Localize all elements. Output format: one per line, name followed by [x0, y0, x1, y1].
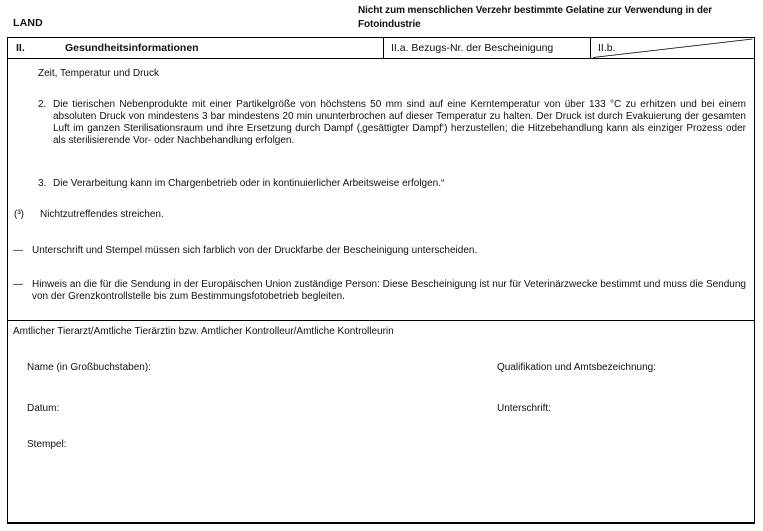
list-item-2-number: 2.: [38, 99, 47, 110]
land-label: LAND: [13, 17, 43, 29]
signature-row-stamp: [8, 439, 754, 451]
stamp-label: Stempel:: [27, 439, 67, 450]
note-eu-responsible-person-text: Hinweis an die für die Sendung in der Europäischen Union zuständige Person: Diese Bescheinigung ist nur für Veterinärzwecke bestimmt und muss die Sendung von der Grenzkontrollstelle bis zum Bestimmungsfotobetrieb begleiten.: [32, 279, 746, 302]
diagonal-strike-line: [591, 38, 754, 58]
footnote-marker: (³): [14, 209, 24, 220]
signatory-heading: Amtlicher Tierarzt/Amtliche Tierärztin bzw. Amtlicher Kontrolleur/Amtliche Kontrolleurin: [13, 326, 394, 337]
name-label: Name (in Großbuchstaben):: [27, 362, 151, 373]
note-dash: —: [13, 279, 23, 290]
certificate-table: [7, 37, 755, 524]
qualification-label: Qualifikation und Amtsbezeichnung:: [497, 362, 656, 373]
health-information-section: [8, 59, 754, 321]
document-title: Nicht zum menschlichen Verzehr bestimmte Gelatine zur Verwendung in der Fotoindustrie: [358, 5, 713, 30]
footnote-text: Nichtzutreffendes streichen.: [40, 209, 164, 220]
footnote: [14, 209, 746, 221]
list-item-2: [38, 99, 746, 147]
date-label: Datum:: [27, 403, 60, 414]
section-number: II.: [16, 42, 25, 54]
subtitle-time-temperature-pressure: Zeit, Temperatur und Druck: [38, 68, 159, 79]
iib-label: II.b.: [598, 42, 616, 54]
header-cell-health-information: [8, 38, 384, 58]
header-cell-iib: [591, 38, 754, 58]
note-eu-responsible-person: [13, 279, 746, 303]
signature-label: Unterschrift:: [497, 403, 551, 414]
list-item-3: [38, 178, 746, 190]
note-dash: —: [13, 245, 23, 256]
list-item-3-number: 3.: [38, 178, 47, 189]
section-title: Gesundheitsinformationen: [65, 42, 199, 54]
table-header-row: [8, 38, 754, 59]
note-signature-color-text: Unterschrift und Stempel müssen sich farblich von der Druckfarbe der Bescheinigung unterscheiden.: [32, 245, 478, 256]
note-signature-color: [13, 245, 746, 257]
signature-row-date-signature: [8, 403, 754, 415]
signature-row-name-qualification: [8, 362, 754, 374]
list-item-2-text: Die tierischen Nebenprodukte mit einer Partikelgröße von höchstens 50 mm sind auf eine Kerntemperatur von über 133 °C zu erhitzen und bei einem absoluten Druck von mindestens 3 bar mindestens 20 min ununterbrochen auf dieser Temperatur zu halten. Der Druck ist durch Evakuierung der gesamten Luft im ganzen Sterilisationsraum und ihre Ersetzung durch Dampf (‚gesättigter Dampf‘) herzustellen; die Hitzebehandlung kann als einziger Prozess oder als sterilisierende Vor- oder Nachbehandlung erfolgen.: [53, 99, 746, 146]
official-signature-section: [8, 321, 754, 451]
list-item-3-text: Die Verarbeitung kann im Chargenbetrieb oder in kontinuierlicher Arbeitsweise erfolgen.“: [53, 178, 445, 189]
header-cell-reference-number: II.a. Bezugs-Nr. der Bescheinigung: [384, 38, 591, 58]
